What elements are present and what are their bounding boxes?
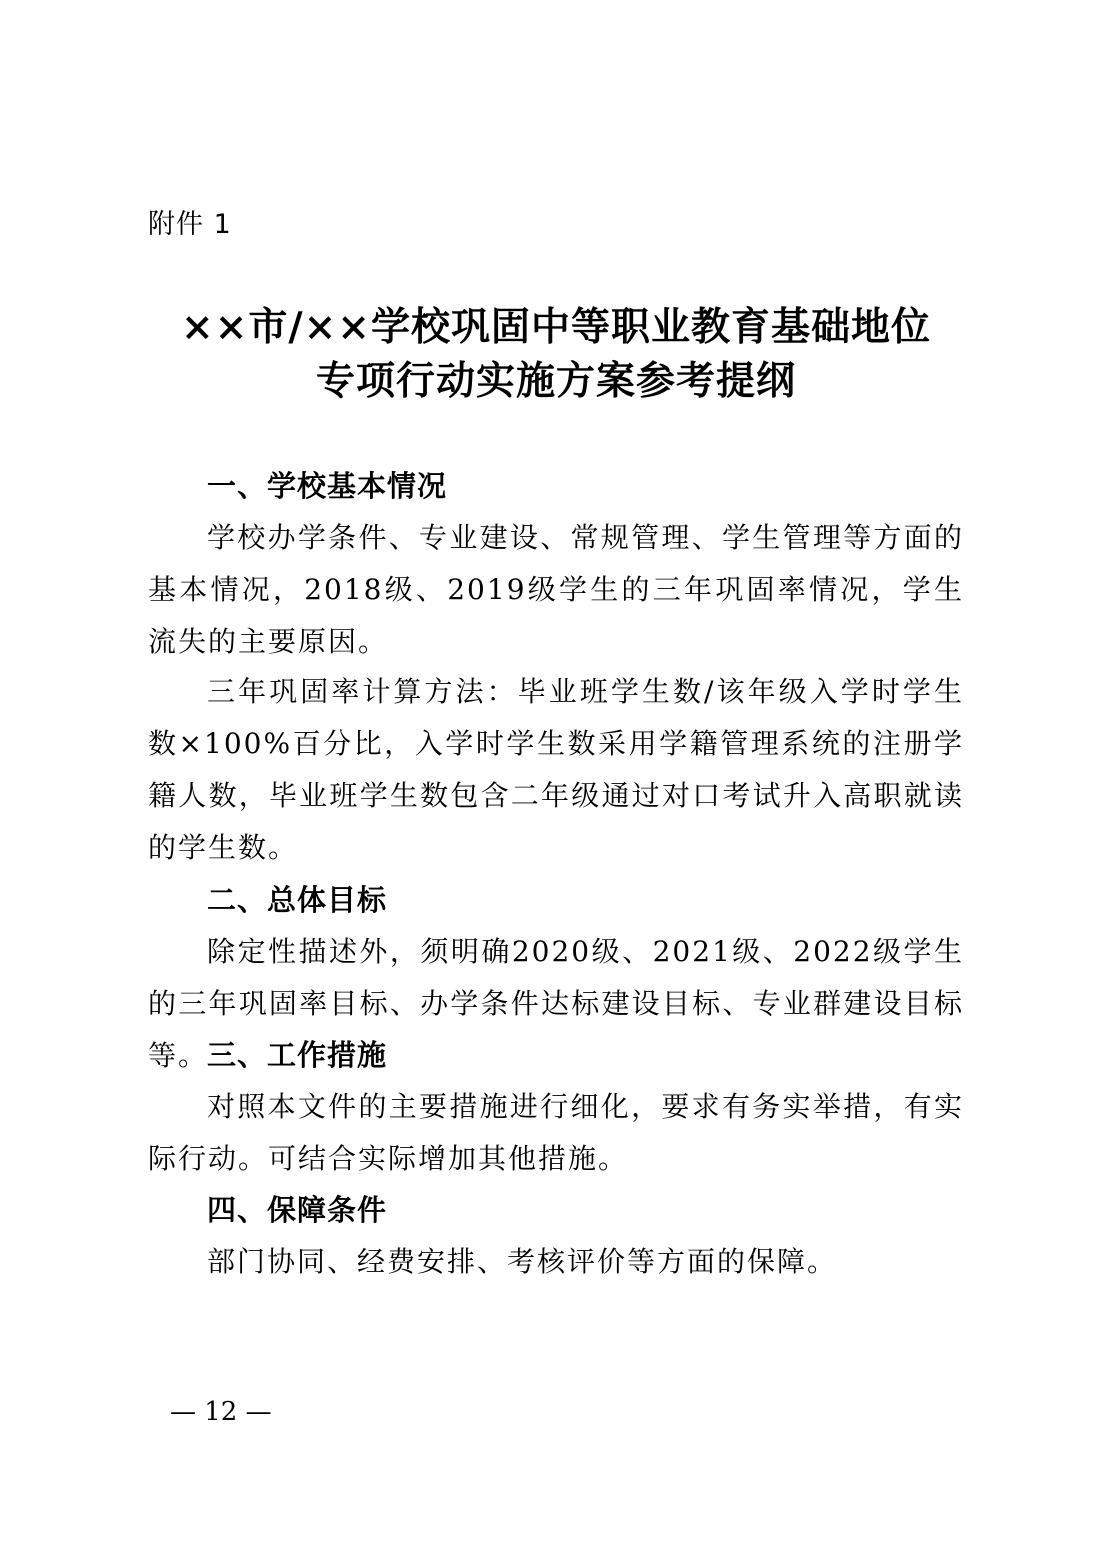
- paragraph-guarantees: 部门协同、经费安排、考核评价等方面的保障。: [207, 1245, 838, 1278]
- attachment-label: 附件 1: [148, 209, 232, 240]
- title-line-1: ××市/××学校巩固中等职业教育基础地位: [181, 304, 931, 350]
- section-heading-work-measures: 三、工作措施: [207, 1038, 388, 1072]
- page-number: — 12 —: [170, 1397, 272, 1427]
- paragraph-basic-situation: 学校办学条件、专业建设、常规管理、学生管理等方面的基本情况，2018级、2019级学生的三年巩固率情况，学生流失的主要原因。: [148, 521, 964, 658]
- section-heading-guarantees: 四、保障条件: [207, 1193, 388, 1227]
- paragraph-overall-goals: 除定性描述外，须明确2020级、2021级、2022级学生的三年巩固率目标、办学条件达标建设目标、专业群建设目标等。: [148, 935, 964, 1072]
- section-heading-basic-situation: 一、学校基本情况: [207, 469, 448, 503]
- paragraph-retention-rate-method: 三年巩固率计算方法：毕业班学生数/该年级入学时学生数×100%百分比，入学时学生数采用学籍管理系统的注册学籍人数，毕业班学生数包含二年级通过对口考试升入高职就读的学生数。: [148, 675, 964, 864]
- document-title: [148, 300, 964, 408]
- title-line-2: 专项行动实施方案参考提纲: [315, 358, 796, 404]
- paragraph-work-measures: 对照本文件的主要措施进行细化，要求有务实举措，有实际行动。可结合实际增加其他措施。: [148, 1090, 964, 1175]
- section-heading-overall-goals: 二、总体目标: [207, 883, 388, 917]
